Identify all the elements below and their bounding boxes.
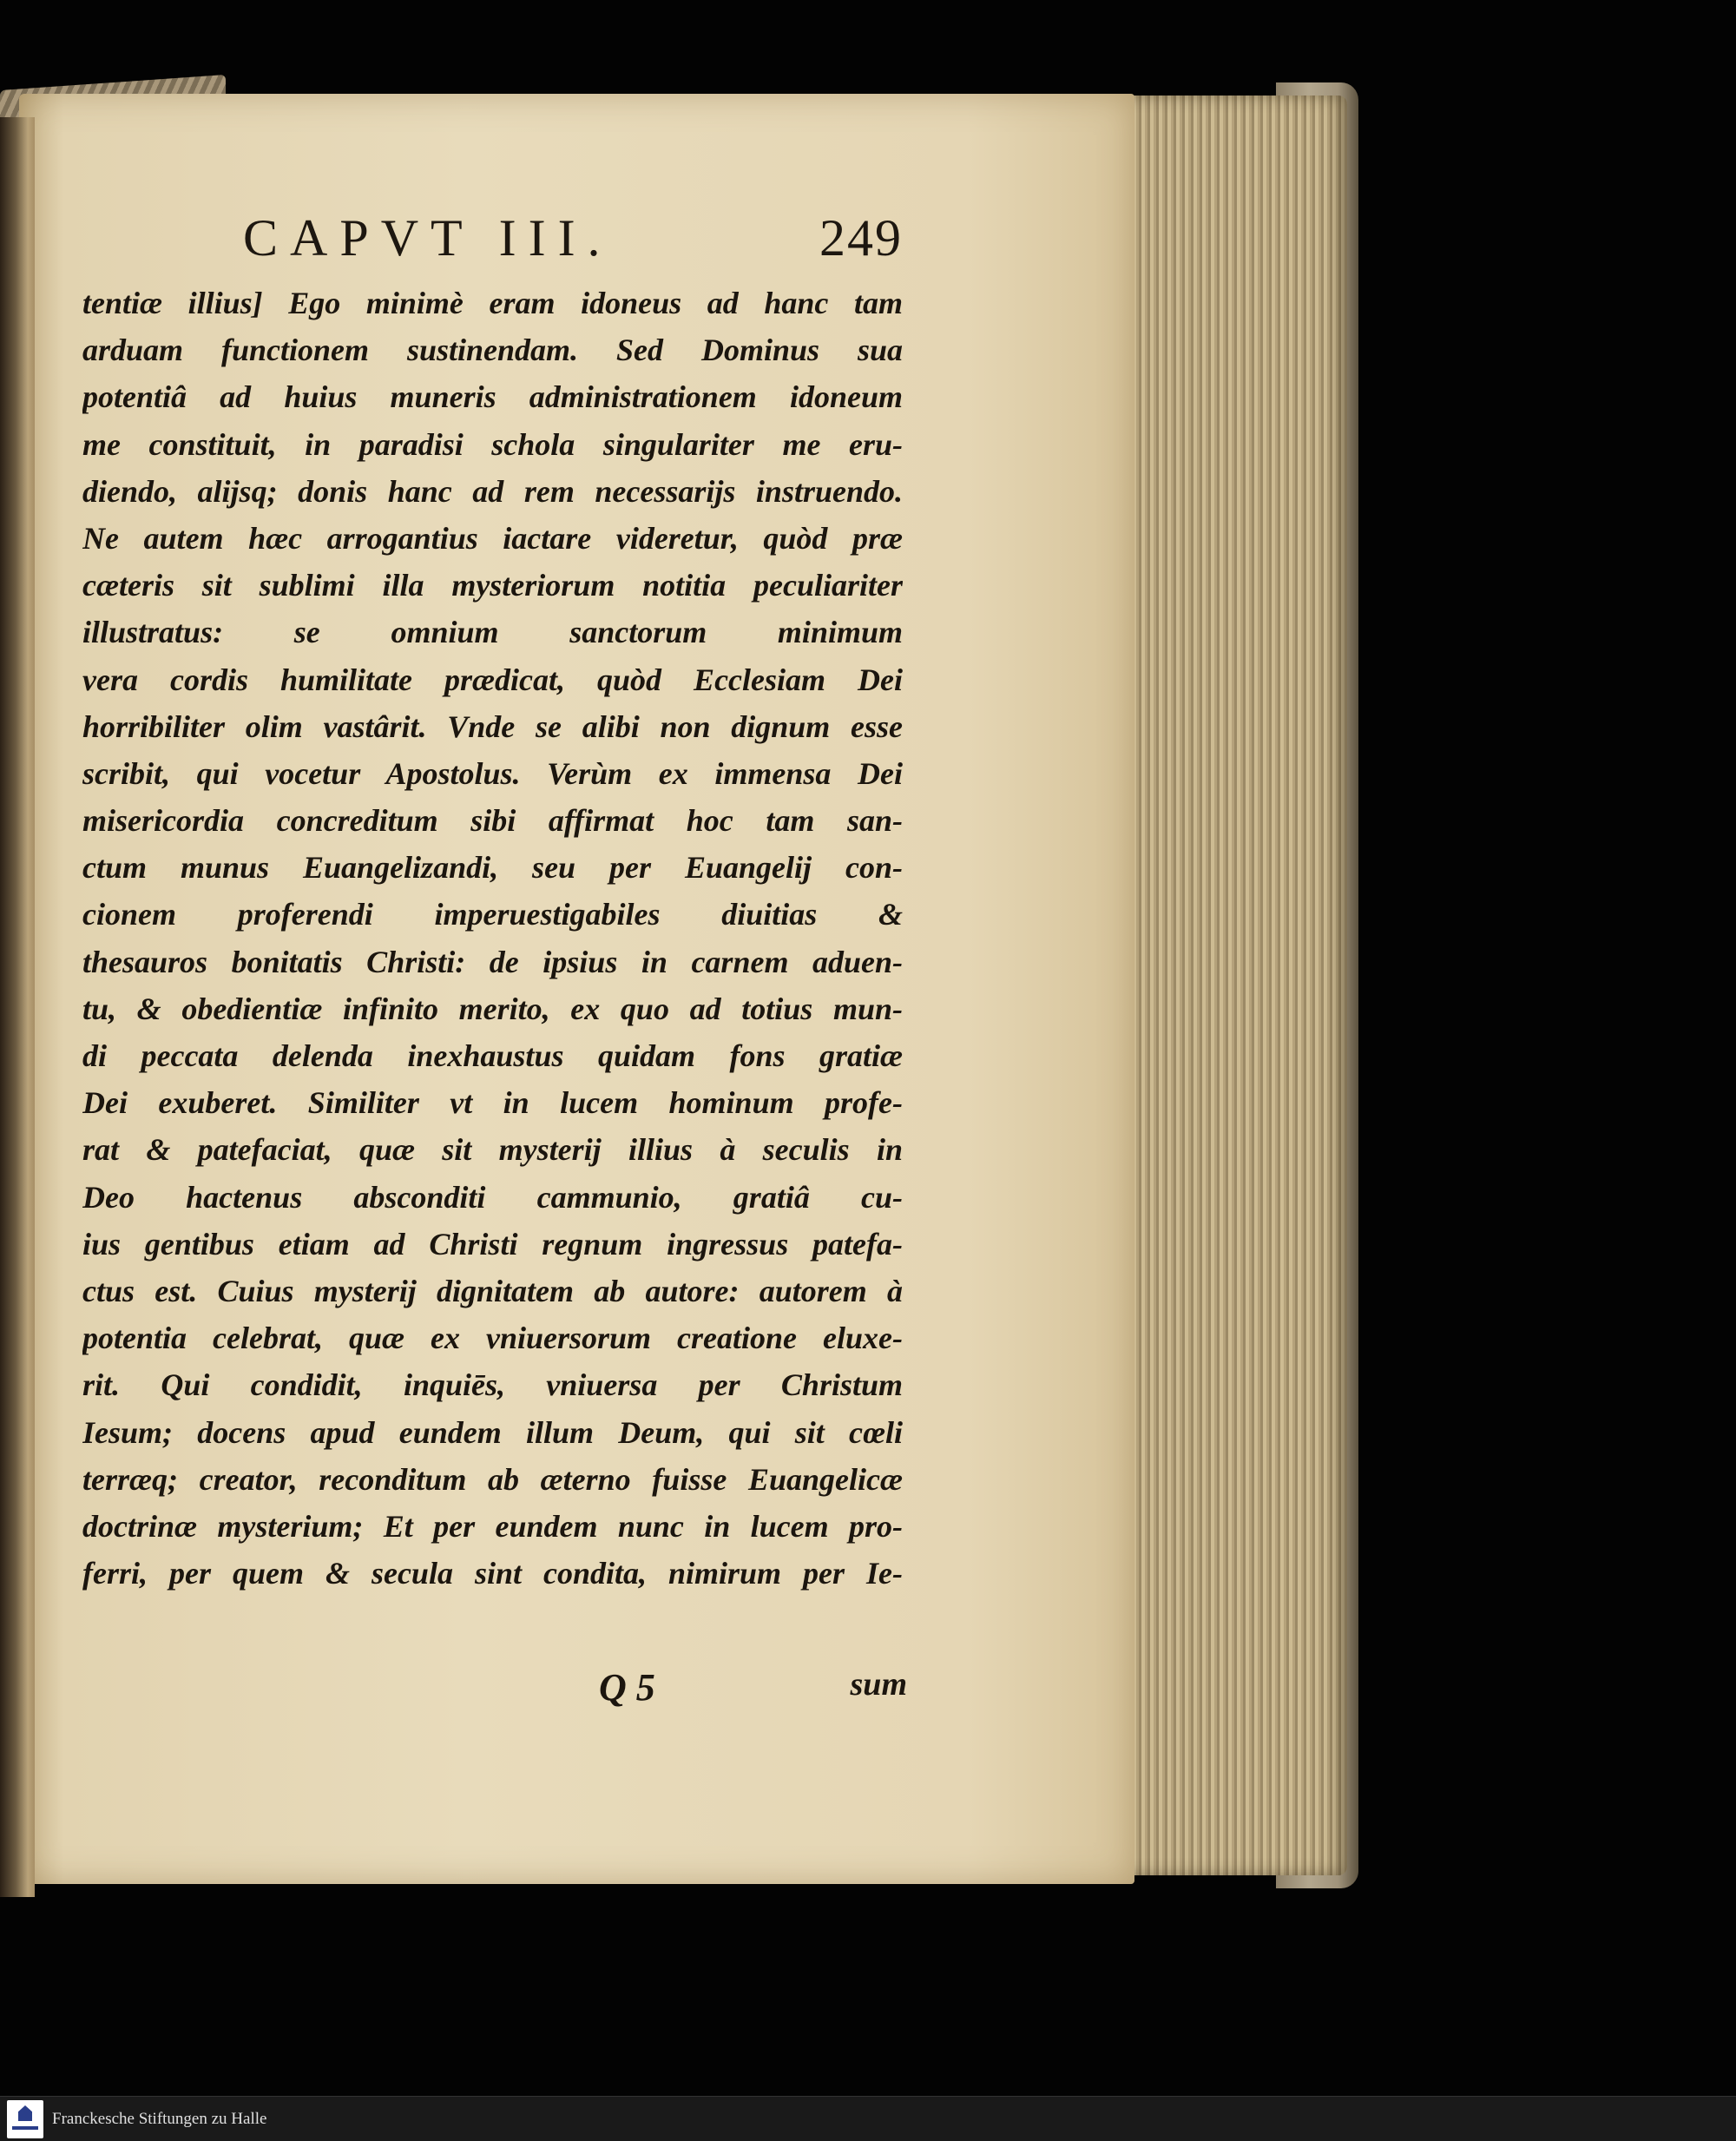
text-line: cæteris sit sublimi illa mysteriorum notitia peculiariter <box>82 568 903 603</box>
text-line: ferri, per quem & secula sint condita, nimirum per Ie- <box>82 1556 903 1591</box>
text-line: Iesum; docens apud eundem illum Deum, qui sit cœli <box>82 1414 903 1450</box>
text-line: thesauros bonitatis Christi: de ipsius in carnem aduen- <box>82 944 903 979</box>
chapter-heading: CAPVT III. <box>243 209 613 267</box>
text-line: misericordia concreditum sibi affirmat hoc tam san- <box>82 803 903 839</box>
running-head <box>243 208 903 269</box>
footer-bar <box>0 2096 1736 2141</box>
footer-label[interactable]: Franckesche Stiftungen zu Halle <box>52 2110 267 2128</box>
text-line: cionem proferendi imperuestigabiles diuitias & <box>82 897 903 932</box>
text-line: tu, & obedientiæ infinito merito, ex quo ad totius mun- <box>82 991 903 1026</box>
text-line: horribiliter olim vastârit. Vnde se alibi non dignum esse <box>82 708 903 744</box>
text-line: Dei exuberet. Similiter vt in lucem hominum profe- <box>82 1085 903 1121</box>
text-line: me constituit, in paradisi schola singulariter me eru- <box>82 426 903 462</box>
body-text <box>82 280 903 1597</box>
text-line: terræq; creator, reconditum ab æterno fuisse Euangelicæ <box>82 1461 903 1497</box>
text-line: illustratus: se omnium sanctorum minimum <box>82 615 903 650</box>
text-line: Ne autem hæc arrogantius iactare videretur, quòd præ <box>82 520 903 556</box>
text-line: ius gentibus etiam ad Christi regnum ingressus patefa- <box>82 1226 903 1262</box>
text-line: ctus est. Cuius mysterij dignitatem ab autore: autorem à <box>82 1273 903 1308</box>
francke-foundation-logo-icon[interactable] <box>7 2100 43 2138</box>
text-line: scribit, qui vocetur Apostolus. Verùm ex immensa Dei <box>82 755 903 791</box>
text-line: arduam functionem sustinendam. Sed Dominus sua <box>82 333 903 368</box>
text-line: doctrinæ mysterium; Et per eundem nunc in lucem pro- <box>82 1508 903 1544</box>
signature-mark: Q 5 <box>599 1666 655 1709</box>
page-number: 249 <box>819 209 903 267</box>
text-line: diendo, alijsq; donis hanc ad rem necessarijs instruendo. <box>82 473 903 509</box>
book-gutter <box>0 117 35 1897</box>
text-line: potentiâ ad huius muneris administrationem idoneum <box>82 379 903 415</box>
page-fore-edge <box>1121 96 1347 1875</box>
catchword: sum <box>850 1666 907 1703</box>
catch-line <box>599 1665 907 1717</box>
text-line: Deo hactenus absconditi cammunio, gratiâ cu- <box>82 1179 903 1215</box>
text-line: vera cordis humilitate prædicat, quòd Ecclesiam Dei <box>82 662 903 697</box>
text-line: ctum munus Euangelizandi, seu per Euangelij con- <box>82 850 903 886</box>
text-line: potentia celebrat, quæ ex vniuersorum creatione eluxe- <box>82 1321 903 1356</box>
text-line: rit. Qui condidit, inquiēs, vniuersa per Christum <box>82 1367 903 1403</box>
text-line: rat & patefaciat, quæ sit mysterij illius à seculis in <box>82 1132 903 1168</box>
text-line: tentiæ illius] Ego minimè eram idoneus ad hanc tam <box>82 286 903 320</box>
text-line: di peccata delenda inexhaustus quidam fons gratiæ <box>82 1038 903 1073</box>
